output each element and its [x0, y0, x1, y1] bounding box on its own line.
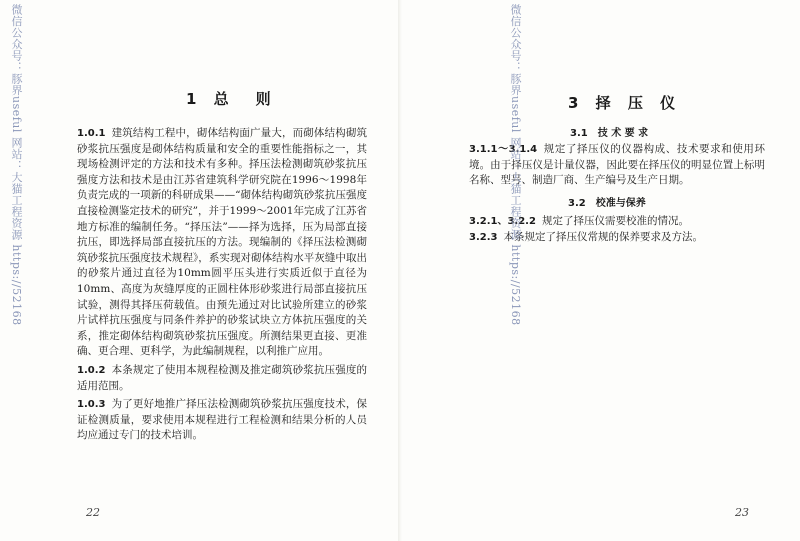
clause-text: 规定了择压仪需要校准的情况。	[541, 215, 689, 227]
page-number-right: 23	[735, 506, 749, 519]
paragraph-1-0-3	[77, 397, 367, 444]
chapter-title-selective-press: 3 择 压 仪	[568, 94, 682, 112]
clause-number: 1.0.1	[77, 128, 106, 139]
clause-text: 为了更好地推广择压法检测砌筑砂浆抗压强度技术，保证检测质量，要求使用本规程进行工程检测和结果分析的人员均应通过专门的技术培训。	[77, 398, 367, 442]
clause-text: 本条规定了择压仪常规的保养要求及方法。	[503, 230, 703, 243]
watermark-right: 微信公众号：豚界useful 网站：大猫工程资源 https://52168	[509, 4, 522, 326]
clause-number: 3.1.1～3.1.4	[469, 144, 538, 155]
clause-text: 本条规定了使用本规程检测及推定砌筑砂浆抗压强度的适用范围。	[77, 363, 367, 392]
page-number-left: 22	[86, 506, 100, 519]
clause-number: 1.0.3	[77, 399, 106, 411]
section-heading-3-1: 3.1 技 术 要 求	[570, 128, 649, 139]
clause-text: 规定了择压仪的仪器构成、技术要求和使用环境。由于择压仪是计量仪器，因此要在择压仪的明显位置上标明名称、型号、制造厂商、生产编号及生产日期。	[469, 143, 766, 187]
section-heading-3-2: 3.2 校准与保养	[568, 198, 646, 209]
clause-number: 3.2.3	[469, 231, 498, 243]
watermark-left: 微信公众号：豚界useful 网站：大猫工程资源 https://52168	[10, 4, 23, 326]
clause-text: 建筑结构工程中，砌体结构面广量大，而砌体结构砌筑砂浆抗压强度是砌体结构质量和安全的重要性能指标之一，其现场检测评定的方法和技术有多种。择压法检测砌筑砂浆抗压强度方法和技术是由江苏省建筑科学研究院在1996～1998年负责完成的一项新的科研成果——“砌体结构砌筑砂浆抗压强度直接检测鉴定技术的研究”，并于1999～2001年完成了江苏省地方标准的编制任务。“择压法”——择为选择，压为局部直接抗压，即选择局部直接抗压的方法。现编制的《择压法检测砌筑砂浆抗压强度技术规程》，系实现对砌体结构水平灰缝中取出的砂浆片通过直径为10mm圆平压头进行实质近似于直径为10mm、高度为灰缝厚度的正圆柱体形砂浆进行局部直接抗压试验，测得其择压荷载值。由预先通过对比试验所建立的砂浆片试样抗压强度与同条件养护的砂浆试块立方体抗压强度的关系，推定砌体结构砌筑砂浆抗压强度。所测结果更直接、更准确、更合理、更科学，为此编制规程，以利推广应用。	[77, 127, 367, 358]
paragraph-1-0-2	[77, 363, 367, 394]
paragraph-1-0-1	[77, 126, 367, 360]
clause-number: 1.0.2	[77, 364, 106, 376]
right-page	[400, 0, 800, 541]
clause-number: 3.2.1、3.2.2	[469, 216, 536, 227]
chapter-title-general: 1 总 则	[186, 90, 277, 108]
left-body	[77, 126, 367, 447]
